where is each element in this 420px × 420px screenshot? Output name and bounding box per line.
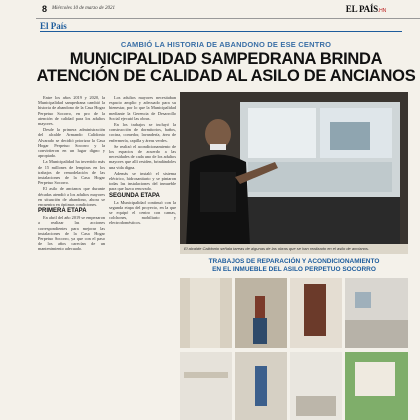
article-kicker: CAMBIÓ LA HISTORIA DE ABANDONO DE ESE CENTRO (120, 40, 332, 49)
gallery-photo (180, 352, 232, 420)
gallery-title-line-1: TRABAJOS DE REPARACIÓN Y ACONDICIONAMIENTO (208, 258, 380, 265)
gallery-photo (290, 352, 342, 420)
issue-date: Miércoles 10 de marzo de 2021 (52, 6, 115, 11)
paragraph: Se realizó el acondicionamiento de los espacios de acuerdo a las necesidades de cada uno de los adultos mayores que allí residen, brindándoles una vida digna. (109, 143, 176, 170)
page-header (36, 4, 420, 19)
paragraph: Desde la primera administración del alcalde Armando Calidonio Alvarado se decidió priorizar la Casa Hogar Perpetuo Socorro y la convirtieron en un lugar digno y apropiado. (38, 127, 105, 159)
article-headline (36, 51, 416, 85)
masthead-logo: EL PAÍS.HN (345, 4, 386, 14)
gallery-photo (290, 278, 342, 348)
gallery-photo (345, 278, 408, 348)
headline-line-2: ATENCIÓN DE CALIDAD AL ASILO DE ANCIANOS (36, 67, 416, 85)
gallery-photo (180, 278, 232, 348)
gallery-title (180, 258, 408, 273)
article-column-2 (109, 95, 176, 415)
headline-line-1: MUNICIPALIDAD SAMPEDRANA BRINDA (69, 50, 383, 68)
photo-caption: El alcalde Calidonio señala tareas de algunas de las obras que se han realizado en el asilo de ancianos. (180, 244, 408, 254)
main-photo (180, 92, 408, 247)
main-photo-illustration (180, 92, 408, 247)
section-name: El País (40, 21, 67, 31)
article-column-1 (38, 95, 105, 415)
paragraph: Además se instaló el sistema eléctrico, hidrosanitario y se pintaron todas las instalaciones del inmueble para que luzca renovado. (109, 170, 176, 192)
paragraph: En abril del año 2019 se empezaron a realizar las acciones correspondientes para mejorar las instalaciones de la Casa Hogar Perpetuo Socorro, ya que con el paso de los años carecían de un mantenimiento adecuado. (38, 215, 105, 252)
subheading: SEGUNDA ETAPA (109, 192, 160, 199)
section-divider (40, 31, 402, 32)
gallery-photo (235, 278, 287, 348)
gallery-photo (235, 352, 287, 420)
paragraph: Los adultos mayores necesitaban espacio amplio y adecuado para su bienestar, por lo que la Municipalidad mediante la Gerencia de Desarrollo Social ejecutó las obras. (109, 95, 176, 121)
photo-gallery (180, 278, 408, 420)
page-number: 8 (42, 4, 48, 14)
subheading: PRIMERA ETAPA (38, 208, 87, 215)
gallery-title-line-2: EN EL INMUEBLE DEL ASILO PERPETUO SOCORRO (212, 265, 376, 273)
paragraph: El asilo de ancianos que durante décadas atendió a los adultos mayores en situación de abandono, ahora se encuentra en óptimas condiciones. (38, 186, 105, 208)
paragraph: En los trabajos se incluyó la construcción de dormitorios, baños, cocina, comedor, lavandería, área de enfermería, capilla y áreas verdes. (109, 122, 176, 143)
paragraph: La Municipalidad ha invertido más de 15 millones de lempiras en los trabajos de remodelación de las instalaciones de la Casa Hogar Perpetuo Socorro. (38, 159, 105, 186)
paragraph: La Municipalidad continuó con la segunda etapa del proyecto, en la que se equipó el centro con camas, colchones, mobiliario y electrodomésticos. (109, 199, 176, 226)
paragraph: Entre los años 2019 y 2020, la Municipalidad sampedrana cambió la historia de abandono de la Casa Hogar Perpetuo Socorro, en pro de la atención de calidad para los adultos mayores. (38, 95, 105, 127)
gallery-photo (345, 352, 408, 420)
